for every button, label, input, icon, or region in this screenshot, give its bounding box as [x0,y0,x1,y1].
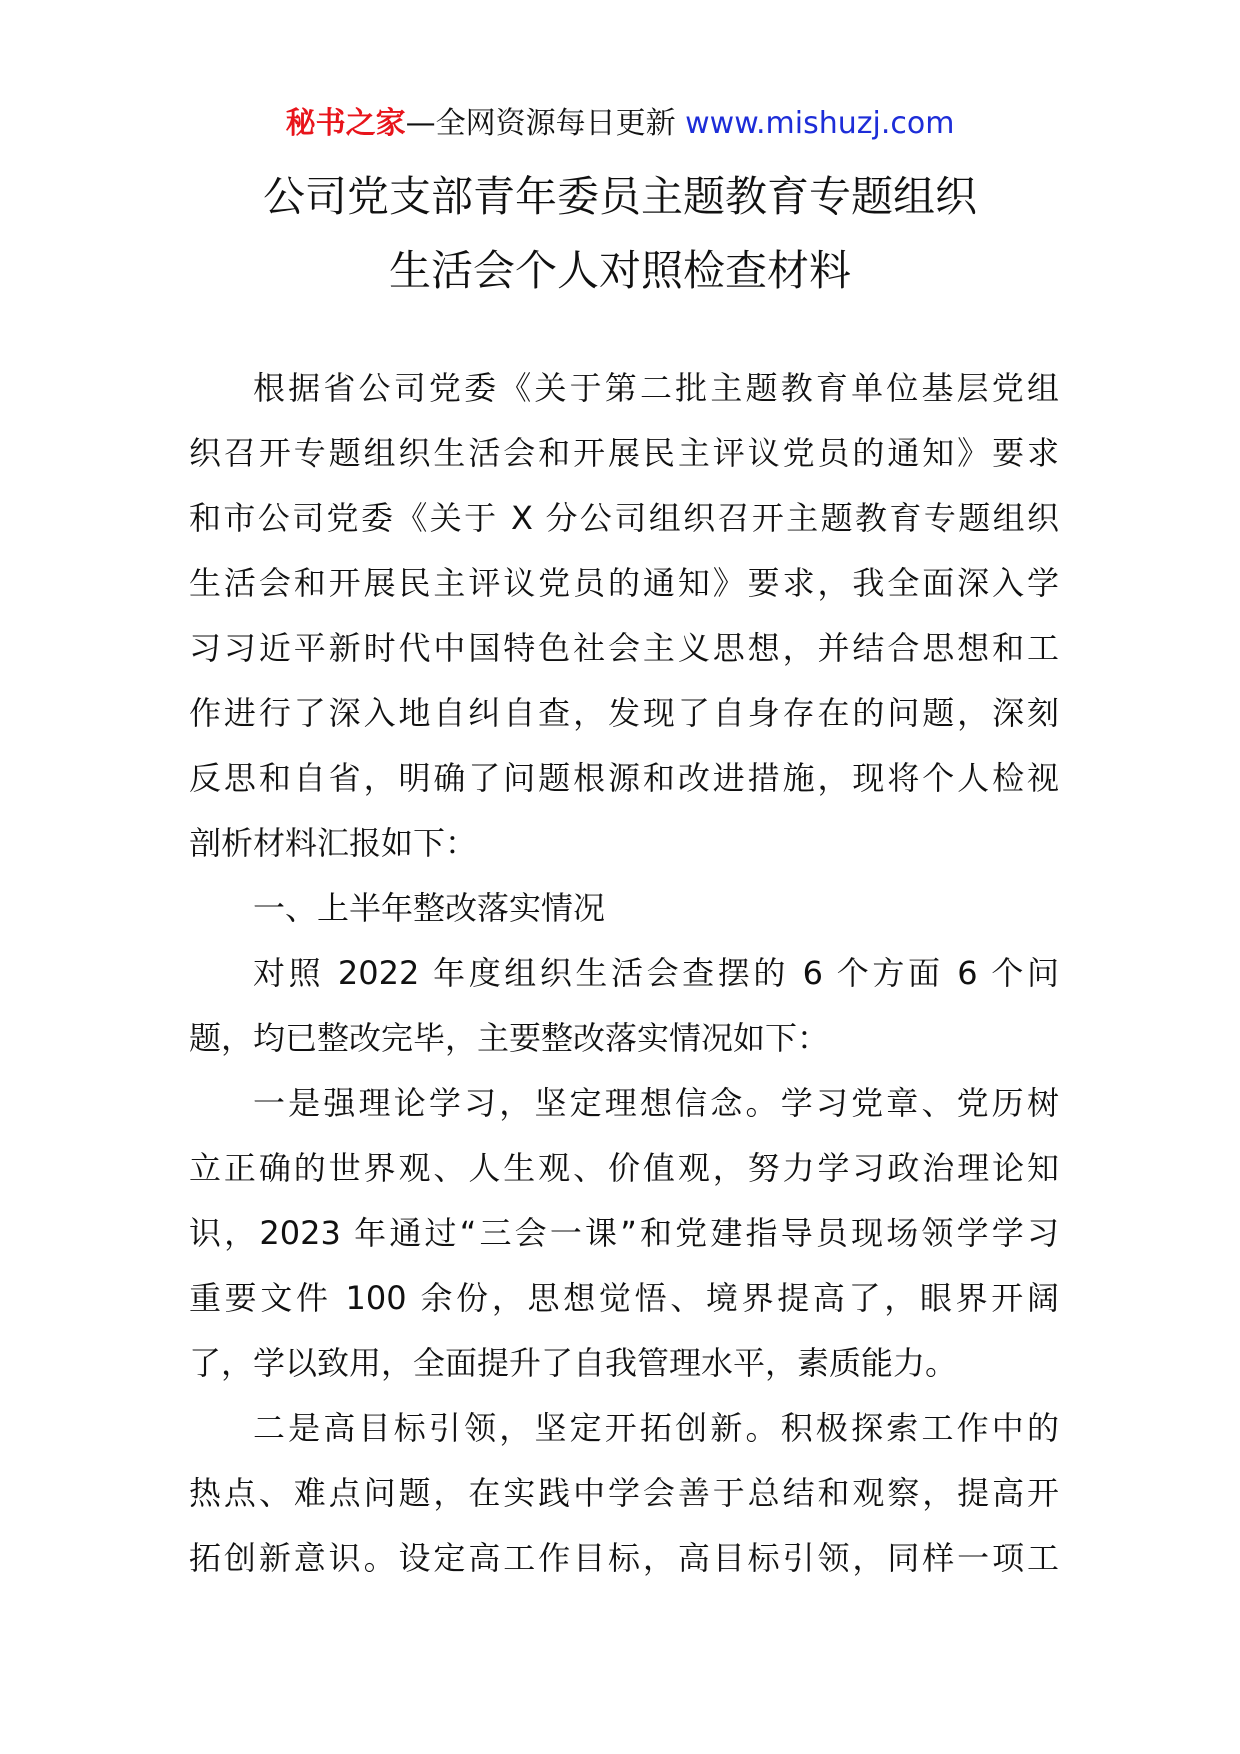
banner-slogan: —全网资源每日更新 [405,106,676,141]
site-banner [0,100,1240,148]
section-heading: 一、上半年整改落实情况 [253,889,606,927]
body-line: 拓创新意识。设定高工作目标，高目标引领，同样一项工 [189,1539,1059,1577]
body-line: 根据省公司党委《关于第二批主题教育单位基层党组 [253,369,1059,407]
body-line: 二是高目标引领，坚定开拓创新。积极探索工作中的 [253,1409,1059,1447]
body-line: 生活会和开展民主评议党员的通知》要求，我全面深入学 [189,564,1059,602]
document-body [189,356,1059,1591]
body-line: 剖析材料汇报如下： [189,824,478,862]
website-link[interactable]: www.mishuzj.com [685,106,955,141]
body-line: 了，学以致用，全面提升了自我管理水平，素质能力。 [189,1344,958,1382]
body-line: 一是强理论学习，坚定理想信念。学习党章、党历树 [253,1084,1059,1122]
body-line: 反思和自省，明确了问题根源和改进措施，现将个人检视 [189,759,1059,797]
title-line-2: 生活会个人对照检查材料 [388,246,851,295]
body-line: 和市公司党委《关于 X 分公司组织召开主题教育专题组织 [189,499,1059,537]
body-line: 立正确的世界观、人生观、价值观，努力学习政治理论知 [189,1149,1059,1187]
body-line: 热点、难点问题，在实践中学会善于总结和观察，提高开 [189,1474,1059,1512]
body-line: 习习近平新时代中国特色社会主义思想，并结合思想和工 [189,629,1059,667]
body-line: 重要文件 100 余份，思想觉悟、境界提高了，眼界开阔 [189,1279,1059,1317]
body-line: 织召开专题组织生活会和开展民主评议党员的通知》要求 [189,434,1059,472]
body-line: 对照 2022 年度组织生活会查摆的 6 个方面 6 个问 [253,954,1059,992]
brand-name: 秘书之家 [285,106,406,141]
body-line: 作进行了深入地自纠自查，发现了自身存在的问题，深刻 [189,694,1059,732]
title-line-1: 公司党支部青年委员主题教育专题组织 [262,172,977,221]
body-line: 题，均已整改完毕，主要整改落实情况如下： [189,1019,830,1057]
document-title [0,160,1240,308]
body-line: 识，2023 年通过“三会一课”和党建指导员现场领学学习 [189,1214,1059,1252]
